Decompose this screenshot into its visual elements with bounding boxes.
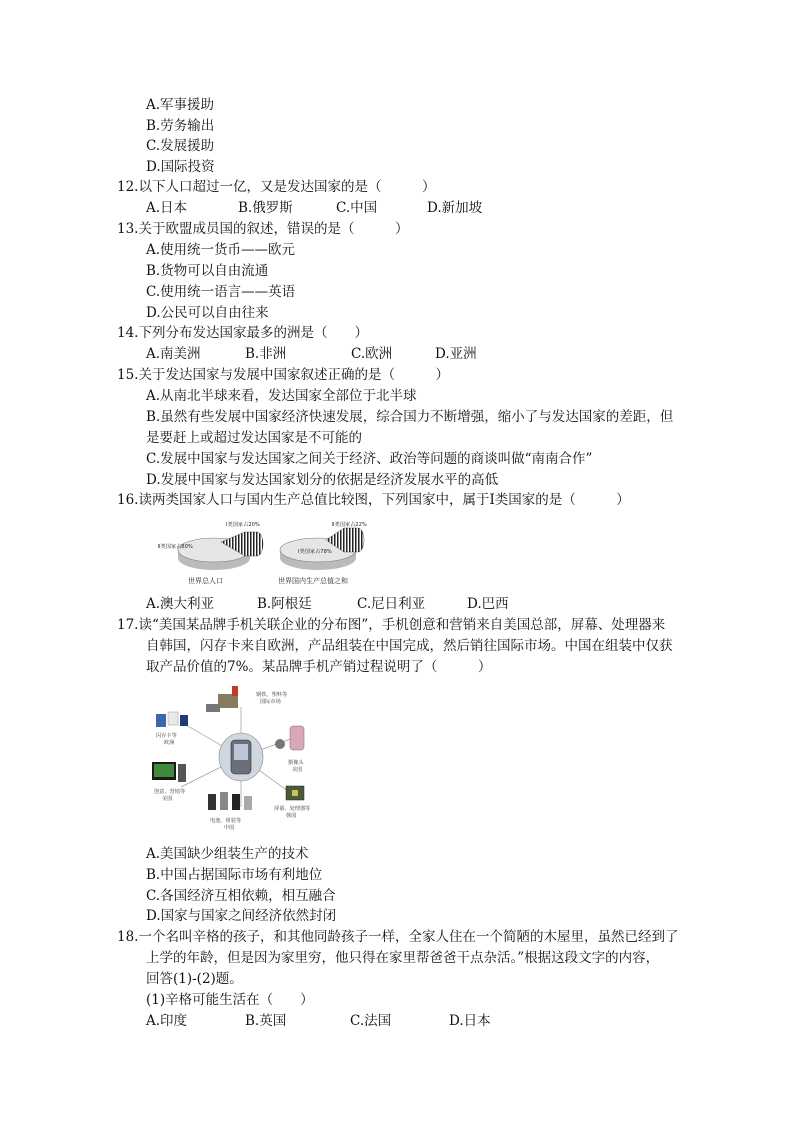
q13-option-b: B.货物可以自由流通 <box>146 263 269 279</box>
q15-option-a: A.从南北半球来看，发达国家全部位于北半球 <box>146 388 417 404</box>
q12-option-a: A.日本 <box>146 200 188 216</box>
label-top: 钢铁、塑料等 <box>256 692 288 698</box>
q16-option-c: C.尼日利亚 <box>357 596 426 612</box>
q12-option-c: C.中国 <box>336 200 378 216</box>
label-left-top: 闪存卡等 <box>156 733 177 739</box>
memory-card-icon <box>156 712 188 727</box>
pie2 <box>278 520 367 585</box>
q17-option-c: C.各国经济互相依赖，相互融合 <box>146 888 336 904</box>
q13-stem: 13.关于欧盟成员国的叙述，错误的是（ ） <box>117 221 409 237</box>
pie2-label-left: Ⅰ类国家占78% <box>298 549 332 555</box>
q15-option-d: D.发展中国家与发达国家划分的依据是经济发展水平的高低 <box>146 472 499 488</box>
q18-option-a: A.印度 <box>146 1013 188 1029</box>
q16-options <box>0 594 794 614</box>
pie1 <box>158 520 263 585</box>
pie1-caption: 世界总人口 <box>188 577 223 585</box>
q14-option-d: D.亚洲 <box>435 346 477 362</box>
label-right-top: 摄像头 <box>288 760 304 766</box>
q15-option-c: C.发展中国家与发达国家之间关于经济、政治等问题的商谈叫做“南南合作” <box>146 451 593 467</box>
computer-icon <box>152 762 186 782</box>
q14-options <box>0 344 794 364</box>
pie1-label-right: Ⅰ类国家占20% <box>226 522 260 528</box>
q18-option-c: C.法国 <box>350 1013 392 1029</box>
screen-processor-icon <box>286 786 304 800</box>
q11-option-a: A.军事援助 <box>146 97 215 113</box>
camera-phone-icon <box>275 726 304 750</box>
q14-option-c: C.欧洲 <box>351 346 393 362</box>
label-right-bottom: 屏幕、处理器等 <box>274 806 311 812</box>
q13-option-d: D.公民可以自由往来 <box>146 305 269 321</box>
pie2-label-right: Ⅱ类国家占22% <box>332 522 367 528</box>
q11-option-b: B.劳务输出 <box>146 118 215 134</box>
q18-options <box>0 1011 794 1031</box>
label-top-2: 国际市场 <box>260 699 281 705</box>
q17-option-d: D.国家与国家之间经济依然封闭 <box>146 908 337 924</box>
q17-stem-line2: 自韩国，闪存卡来自欧洲，产品组装在中国完成，然后销往国际市场。中国在组装中仅获 <box>146 638 673 654</box>
label-left-top-2: 欧洲 <box>164 740 175 746</box>
q11-option-c: C.发展援助 <box>146 138 215 154</box>
q18-stem-line3: 回答(1)-(2)题。 <box>146 971 243 987</box>
center-phone-icon <box>219 733 263 781</box>
q16-option-b: B.阿根廷 <box>257 596 312 612</box>
pie2-caption: 世界国内生产总值之和 <box>278 577 348 585</box>
q17-figure-phone-supply-chain <box>146 682 336 842</box>
label-right-top-2: 美国 <box>292 767 303 773</box>
q17-option-b: B.中国占据国际市场有利地位 <box>146 867 323 883</box>
q14-option-b: B.非洲 <box>245 346 287 362</box>
q12-option-d: D.新加坡 <box>427 200 483 216</box>
q12-stem: 12.以下人口超过一亿，又是发达国家的是（ ） <box>117 179 436 195</box>
q18-stem-line2: 上学的年龄，但是因为家里穷，他只得在家里帮爸爸干点杂活。”根据这段文字的内容， <box>146 950 660 966</box>
q13-option-a: A.使用统一货币——欧元 <box>146 242 296 258</box>
q16-option-a: A.澳大利亚 <box>146 596 215 612</box>
q15-stem: 15.关于发达国家与发展中国家叙述正确的是（ ） <box>117 367 449 383</box>
q16-option-d: D.巴西 <box>467 596 509 612</box>
pie1-label-left: Ⅱ类国家占80% <box>158 544 193 550</box>
label-bottom-2: 中国 <box>224 825 235 831</box>
q14-stem: 14.下列分布发达国家最多的洲是（ ） <box>117 325 368 341</box>
label-left-bottom-2: 美国 <box>162 796 173 802</box>
q18-stem-line1: 18.一个名叫辛格的孩子，和其他同龄孩子一样，全家人住在一个简陋的木屋里，虽然已经到了 <box>117 929 679 945</box>
q15-option-b-line2: 是要赶上或超过发达国家是不可能的 <box>146 430 362 446</box>
batteries-icon <box>208 792 252 810</box>
label-right-bottom-2: 韩国 <box>286 813 297 819</box>
q11-option-d: D.国际投资 <box>146 159 215 175</box>
q17-stem-line1: 17.读“美国某品牌手机关联企业的分布图”，手机创意和营销来自美国总部，屏幕、处理器来 <box>117 617 666 633</box>
q18-option-b: B.英国 <box>245 1013 287 1029</box>
q17-stem-line3: 取产品价值的7%。某品牌手机产销过程说明了（ ） <box>146 659 492 675</box>
q12-options <box>0 198 794 218</box>
q12-option-b: B.俄罗斯 <box>238 200 293 216</box>
q16-figure-pie-charts <box>148 520 398 590</box>
q17-option-a: A.美国缺少组装生产的技术 <box>146 846 309 862</box>
raw-materials-icon <box>206 686 238 712</box>
q18-option-d: D.日本 <box>449 1013 491 1029</box>
label-bottom: 电池、组装等 <box>210 818 242 824</box>
q16-stem: 16.读两类国家人口与国内生产总值比较图，下列国家中，属于Ⅰ类国家的是（ ） <box>117 492 630 508</box>
label-left-bottom: 创意、营销等 <box>154 789 186 795</box>
q13-option-c: C.使用统一语言——英语 <box>146 284 296 300</box>
q15-option-b-line1: B.虽然有些发展中国家经济快速发展，综合国力不断增强，缩小了与发达国家的差距，但 <box>146 409 674 425</box>
q18-sub1-stem: (1)辛格可能生活在（ ） <box>146 992 314 1008</box>
q14-option-a: A.南美洲 <box>146 346 201 362</box>
